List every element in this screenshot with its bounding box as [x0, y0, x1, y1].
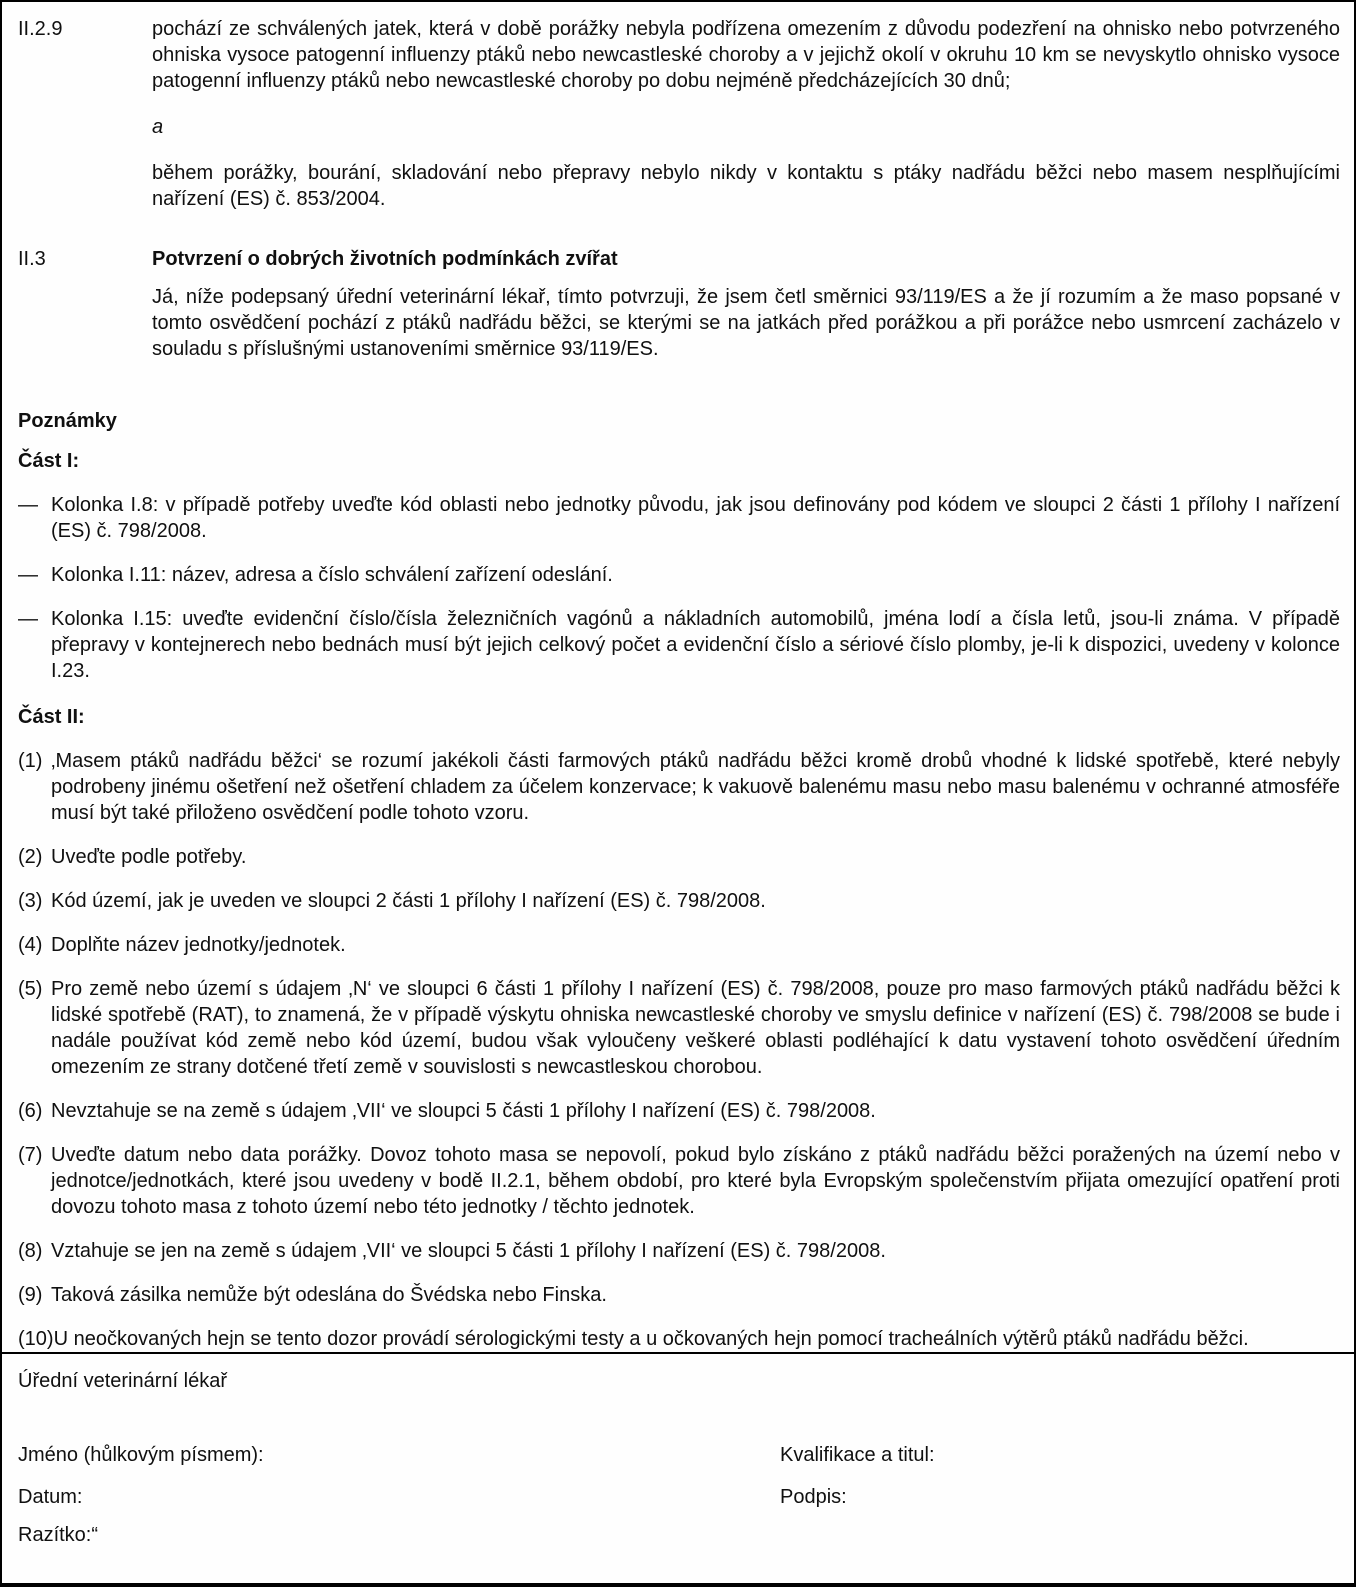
item-text: Taková zásilka nemůže být odeslána do Švédska nebo Finska.	[51, 1284, 607, 1306]
section-ii3-spacer	[2, 284, 152, 362]
part1-item	[2, 606, 1354, 684]
part2-item	[2, 888, 1354, 914]
item-marker: (4)	[18, 934, 43, 956]
item-text: Kolonka I.8: v případě potřeby uveďte kód oblasti nebo jednotky původu, jak jsou definovány pod kódem ve sloupci 2 části 1 přílohy I nařízení (ES) č. 798/2008.	[51, 494, 1340, 542]
section-ii3-heading: Potvrzení o dobrých životních podmínkách zvířat	[152, 248, 618, 270]
item-text: Vztahuje se jen na země s údajem ‚VII‘ ve sloupci 5 části 1 přílohy I nařízení (ES) č. 798/2008.	[51, 1240, 886, 1262]
item-text: Kolonka I.15: uveďte evidenční číslo/čísla železničních vagónů a nákladních automobilů, jména lodí a čísla letů, jsou-li známa. V případě přepravy v kontejnerech nebo bednách musí být jejich celkový počet a evidenční číslo a sériové číslo plomby, je-li k dispozici, uvedeny v kolonce I.23.	[51, 608, 1340, 682]
part2-item	[2, 1142, 1354, 1220]
part2-item	[2, 1238, 1354, 1264]
part2-item	[2, 932, 1354, 958]
section-label-ii29: II.2.9	[18, 18, 63, 40]
part2-item	[2, 1282, 1354, 1308]
part2-item	[2, 748, 1354, 826]
item-marker: (8)	[18, 1240, 43, 1262]
part1-item	[2, 562, 1354, 588]
connector-a: a	[152, 116, 164, 138]
section-ii3-paragraph: Já, níže podepsaný úřední veterinární lékař, tímto potvrzuji, že jsem četl směrnici 93/119/ES a že jí rozumím a že maso popsané v tomto osvědčení pochází z ptáků nadřádu běžci, se kterými se na jatkách před porážkou a při porážce nebo usmrcení zacházelo v souladu s příslušnými ustanoveními směrnice 93/119/ES.	[152, 286, 1340, 360]
part1-heading: Část I:	[18, 450, 80, 472]
section-ii29-paragraph2: během porážky, bourání, skladování nebo přepravy nebylo nikdy v kontaktu s ptáky nadřádu běžci nebo masem nesplňujícími nařízení (ES) č. 853/2004.	[152, 162, 1340, 210]
item-marker: (2)	[18, 846, 43, 868]
part2-item	[2, 844, 1354, 870]
stamp-label: Razítko:“	[18, 1524, 99, 1546]
part1-item	[2, 492, 1354, 544]
qualification-label: Kvalifikace a titul:	[780, 1444, 935, 1466]
official-vet-title: Úřední veterinární lékař	[18, 1370, 227, 1392]
item-text: Kolonka I.11: název, adresa a číslo schválení zařízení odeslání.	[51, 564, 613, 586]
item-marker: (5)	[18, 978, 43, 1000]
item-text: Doplňte název jednotky/jednotek.	[51, 934, 346, 956]
item-text: Uveďte podle potřeby.	[51, 846, 247, 868]
section-ii29-subclause	[2, 160, 1354, 212]
section-ii29-paragraph: pochází ze schválených jatek, která v době porážky nebyla podřízena omezením z důvodu podezření na ohnisko nebo potvrzeného ohniska vysoce patogenní influenzy ptáků nebo newcastleské choroby a v jejichž okolí v okruhu 10 km se nevyskytlo ohnisko vysoce patogenní influenzy ptáků nebo newcastleské choroby po dobu nejméně předcházejících 30 dnů;	[152, 18, 1340, 92]
name-label: Jméno (hůlkovým písmem):	[18, 1444, 264, 1466]
part2-item	[2, 1326, 1354, 1352]
part2-heading: Část II:	[18, 706, 85, 728]
item-marker: (3)	[18, 890, 43, 912]
item-text: U neočkovaných hejn se tento dozor provádí sérologickými testy a u očkovaných hejn pomocí tracheálních výtěrů ptáků nadřádu běžci.	[53, 1328, 1249, 1350]
item-marker: (1)	[18, 750, 43, 772]
part2-item	[2, 1098, 1354, 1124]
item-marker: (10)	[18, 1328, 54, 1350]
part2-item	[2, 976, 1354, 1080]
item-marker: —	[18, 564, 38, 586]
section-label-ii3: II.3	[18, 248, 46, 270]
item-text: Nevztahuje se na země s údajem ‚VII‘ ve sloupci 5 části 1 přílohy I nařízení (ES) č. 798/2008.	[51, 1100, 876, 1122]
section-ii29	[2, 16, 1354, 94]
item-text: Uveďte datum nebo data porážky. Dovoz tohoto masa se nepovolí, pokud bylo získáno z ptáků nadřádu běžci poražených na území nebo v jednotce/jednotkách, které jsou uvedeny v bodě II.2.1, během období, pro které byla Evropským společenstvím přijata omezující opatření proti dovozu tohoto masa z tohoto území nebo této jednotky / těchto jednotek.	[51, 1144, 1340, 1218]
notes-title: Poznámky	[18, 410, 117, 432]
section-ii3	[2, 246, 1354, 362]
item-marker: —	[18, 608, 38, 630]
section-ii29-subclause-spacer	[2, 160, 152, 212]
item-marker: (7)	[18, 1144, 43, 1166]
item-marker: (9)	[18, 1284, 43, 1306]
signature-label: Podpis:	[780, 1486, 847, 1508]
item-text: ‚Masem ptáků nadřádu běžci‘ se rozumí jakékoli části farmových ptáků nadřádu běžci kromě drobů vhodné k lidské spotřebě, které nebyly podrobeny jinému ošetření než ošetření chladem za účelem konzervace; k vakuově balenému masu nebo masu balenému v ochranné atmosféře musí být také přiloženo osvědčení podle tohoto vzoru.	[51, 750, 1340, 824]
item-text: Kód území, jak je uveden ve sloupci 2 části 1 přílohy I nařízení (ES) č. 798/2008.	[51, 890, 766, 912]
item-text: Pro země nebo území s údajem ‚N‘ ve sloupci 6 části 1 přílohy I nařízení (ES) č. 798/2008, pouze pro maso farmových ptáků nadřádu běžci k lidské spotřebě (RAT), to znamená, že v případě výskytu ohniska newcastleské choroby ve smyslu definice v nařízení (ES) č. 798/2008 se bude i nadále používat kód země nebo kód území, budou však vyloučeny veškeré oblasti podléhající k datu vystavení tohoto osvědčení úředním omezením ze strany dotčené třetí země v souvislosti s newcastleskou chorobou.	[51, 978, 1340, 1078]
item-marker: (6)	[18, 1100, 43, 1122]
date-label: Datum:	[18, 1486, 83, 1508]
item-marker: —	[18, 494, 38, 516]
footer-signature-block	[2, 1354, 1354, 1587]
